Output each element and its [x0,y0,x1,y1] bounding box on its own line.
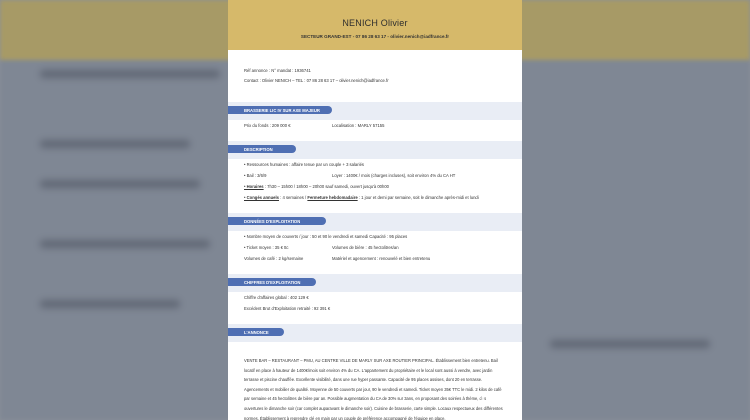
reference-number: Réf annonce : N° mandat : 1936741 [244,68,311,73]
section-brasserie [228,120,522,131]
ebitda: Excédent Brut d'Exploitation retraité : 92 391 € [244,306,331,311]
section-title: L'ANNONCE [228,328,284,336]
listing-document [228,0,522,420]
covers-per-day: • Nombre moyen de couverts / jour : 50 et 90 le vendredi et samedi Capacité : 95 places [244,234,408,239]
section-description [228,159,522,203]
human-resources: • Ressources humaines : affaire tenue par un couple + 3 salariés [244,162,364,167]
document-header [228,0,522,50]
iad-logo: iAD [480,391,515,410]
lease: • Bail : 3/6/9 [244,173,267,178]
section-title: DONNÉES D'EXPLOITATION [228,217,326,225]
reference-block [228,50,522,86]
blurred-line [40,140,190,148]
average-ticket: • Ticket moyen : 35 € ttc [244,245,289,250]
agent-name: NENICH Olivier [342,18,408,28]
revenue: Chiffre d'affaires global : 402 129 € [244,295,309,300]
section-title: CHIFFRES D'EXPLOITATION [228,278,316,286]
section-chiffres [228,292,522,314]
annual-leave: • Congés annuels : 4 semaines / Fermeture hebdomadaire : 1 jour et demi par semaine, soit le dimanche après-midi et lundi [244,195,479,200]
blurred-line [40,240,210,248]
opening-hours: • Horaires : 7h30 – 15h00 / 18h00 – 20h00 sauf samedi, ouvert jusqu'à 00h00 [244,184,389,189]
agent-contact: SECTEUR GRAND-EST - 07 86 28 63 17 - olivier.nenich@iadfrance.fr [300,34,450,39]
section-header-description [228,141,522,159]
section-header-annonce [228,324,522,342]
price: Prix du fonds : 209 000 € [244,123,291,128]
blurred-line [40,70,220,78]
listing-description: VENTE BAR – RESTAURANT – PMU, AU CENTRE VILLE DE MARLY SUR AXE ROUTIER PRINCIPAL. Établissement bien entretenu. Bail locatif en place à hauteur de 1400€/mois soit environ 4% du CA. L'appartement du propriétaire et le local sont aussi à vendre, avec jardin terrasse et piscine chauffée. Excellente visibilité, dans une rue hyper passante. Capacité de 95 places assises, dont 20 en terrasse. Agencements et mobilier de qualité. Moyenne de 50 couverts par jour, 90 le vendredi et samedi. Ticket moyen 35€ TTC le midi. 2 kilos de café par semaine et 45 hectolitres de bière par an. Possible augmentation du CA de 30% sur 3ans, en proposant des soirées à thème, des ouvertures le dimanche soir (car complet auparavant le dimanche soir). Cuisine de brasserie, carte simple. Locaux respectueux des différentes normes. Établissement à reprendre clé en main par un couple de préférence accompagné de l'équipe en place. [244,358,503,420]
section-title: BRASSERIE LIC IV SUR AXE MAJEUR [228,106,332,114]
reference-contact: Contact : Olivier NENICH – TEL : 07 86 28 63 17 – olivier.nenich@iadfrance.fr [244,78,389,83]
section-title: DESCRIPTION [228,145,296,153]
rent: Loyer : 1400€ / mois (charges incluses), soit environ 4% du CA HT [332,173,456,178]
equipment: Matériel et agencement : renouvelé et bien entretenu [332,256,431,261]
coffee-volume: Volumes de café : 2 kg/semaine [244,256,304,261]
section-header-chiffres [228,274,522,292]
section-header-brasserie [228,102,522,120]
beer-volume: Volumes de bière : 45 hectolitres/an [332,245,399,250]
blurred-line [40,300,180,308]
blurred-line [40,180,200,188]
section-exploitation [228,231,522,264]
blurred-line [550,340,710,348]
location: Localisation : MARLY 57155 [332,123,385,128]
section-header-exploitation [228,213,522,231]
